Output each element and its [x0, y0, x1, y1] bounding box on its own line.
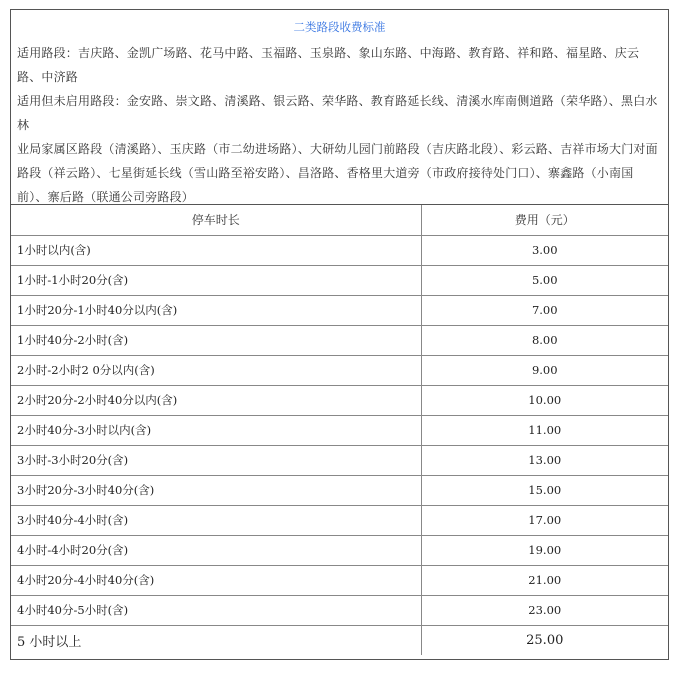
- table-row: [11, 505, 668, 535]
- fee-table: [11, 205, 668, 655]
- unopened-roads-line-3: 路段（祥云路）、七星街延长线（雪山路至裕安路）、昌洛路、香格里大道旁（市政府接待处门口）、寨鑫路（小南国: [17, 166, 634, 180]
- table-row: [11, 565, 668, 595]
- duration-cell: 2小时20分-2小时40分以内(含): [11, 385, 421, 415]
- table-row: [11, 265, 668, 295]
- fee-cell: 17.00: [421, 505, 668, 535]
- duration-cell: 4小时20分-4小时40分(含): [11, 565, 421, 595]
- fee-cell: 9.00: [421, 355, 668, 385]
- fee-cell: 11.00: [421, 415, 668, 445]
- unopened-roads-line-2: 业局家属区路段（清溪路）、玉庆路（市二幼进场路）、大研幼儿园门前路段（吉庆路北段）、彩云路、吉祥市场大门对面: [17, 142, 658, 156]
- fee-cell: 3.00: [421, 235, 668, 265]
- fee-cell: 7.00: [421, 295, 668, 325]
- applicable-roads-text: 适用路段：吉庆路、金凯广场路、花马中路、玉福路、玉泉路、象山东路、中海路、教育路、祥和路、福星路、庆云路、中济路: [17, 46, 640, 84]
- table-row: [11, 355, 668, 385]
- fee-cell: 5.00: [421, 265, 668, 295]
- table-row: [11, 475, 668, 505]
- unopened-roads-line-1: 适用但未启用路段：金安路、崇文路、清溪路、银云路、荣华路、教育路延长线、清溪水库南侧道路（荣华路）、黑白水林: [17, 94, 658, 132]
- fee-cell: 25.00: [421, 625, 668, 655]
- table-row: [11, 415, 668, 445]
- table-row: [11, 385, 668, 415]
- duration-cell: 1小时40分-2小时(含): [11, 325, 421, 355]
- unopened-roads-line-4: 前）、寨后路（联通公司旁路段）: [17, 190, 195, 204]
- table-row: [11, 535, 668, 565]
- fee-standard-document: [10, 9, 669, 660]
- fee-cell: 21.00: [421, 565, 668, 595]
- duration-cell: 4小时-4小时20分(含): [11, 535, 421, 565]
- fee-cell: 15.00: [421, 475, 668, 505]
- table-row: [11, 595, 668, 625]
- fee-cell: 13.00: [421, 445, 668, 475]
- duration-cell: 3小时40分-4小时(含): [11, 505, 421, 535]
- column-header-fee: 费用（元）: [514, 213, 575, 228]
- duration-cell: 2小时40分-3小时以内(含): [11, 415, 421, 445]
- duration-cell: 3小时20分-3小时40分(含): [11, 475, 421, 505]
- duration-cell: 2小时-2小时2 0分以内(含): [11, 355, 421, 385]
- table-row: [11, 445, 668, 475]
- table-row: [11, 625, 668, 655]
- duration-cell: 4小时40分-5小时(含): [11, 595, 421, 625]
- fee-cell: 23.00: [421, 595, 668, 625]
- table-row: [11, 295, 668, 325]
- header-block: [11, 10, 668, 205]
- table-row: [11, 325, 668, 355]
- duration-cell: 1小时20分-1小时40分以内(含): [11, 295, 421, 325]
- document-title: 二类路段收费标准: [293, 20, 386, 34]
- duration-cell: 5 小时以上: [11, 625, 421, 655]
- duration-cell: 1小时以内(含): [11, 235, 421, 265]
- column-header-duration: 停车时长: [11, 205, 421, 235]
- table-header-row: [11, 205, 668, 235]
- table-row: [11, 235, 668, 265]
- fee-cell: 8.00: [421, 325, 668, 355]
- fee-cell: 10.00: [421, 385, 668, 415]
- duration-cell: 1小时-1小时20分(含): [11, 265, 421, 295]
- fee-cell: 19.00: [421, 535, 668, 565]
- duration-cell: 3小时-3小时20分(含): [11, 445, 421, 475]
